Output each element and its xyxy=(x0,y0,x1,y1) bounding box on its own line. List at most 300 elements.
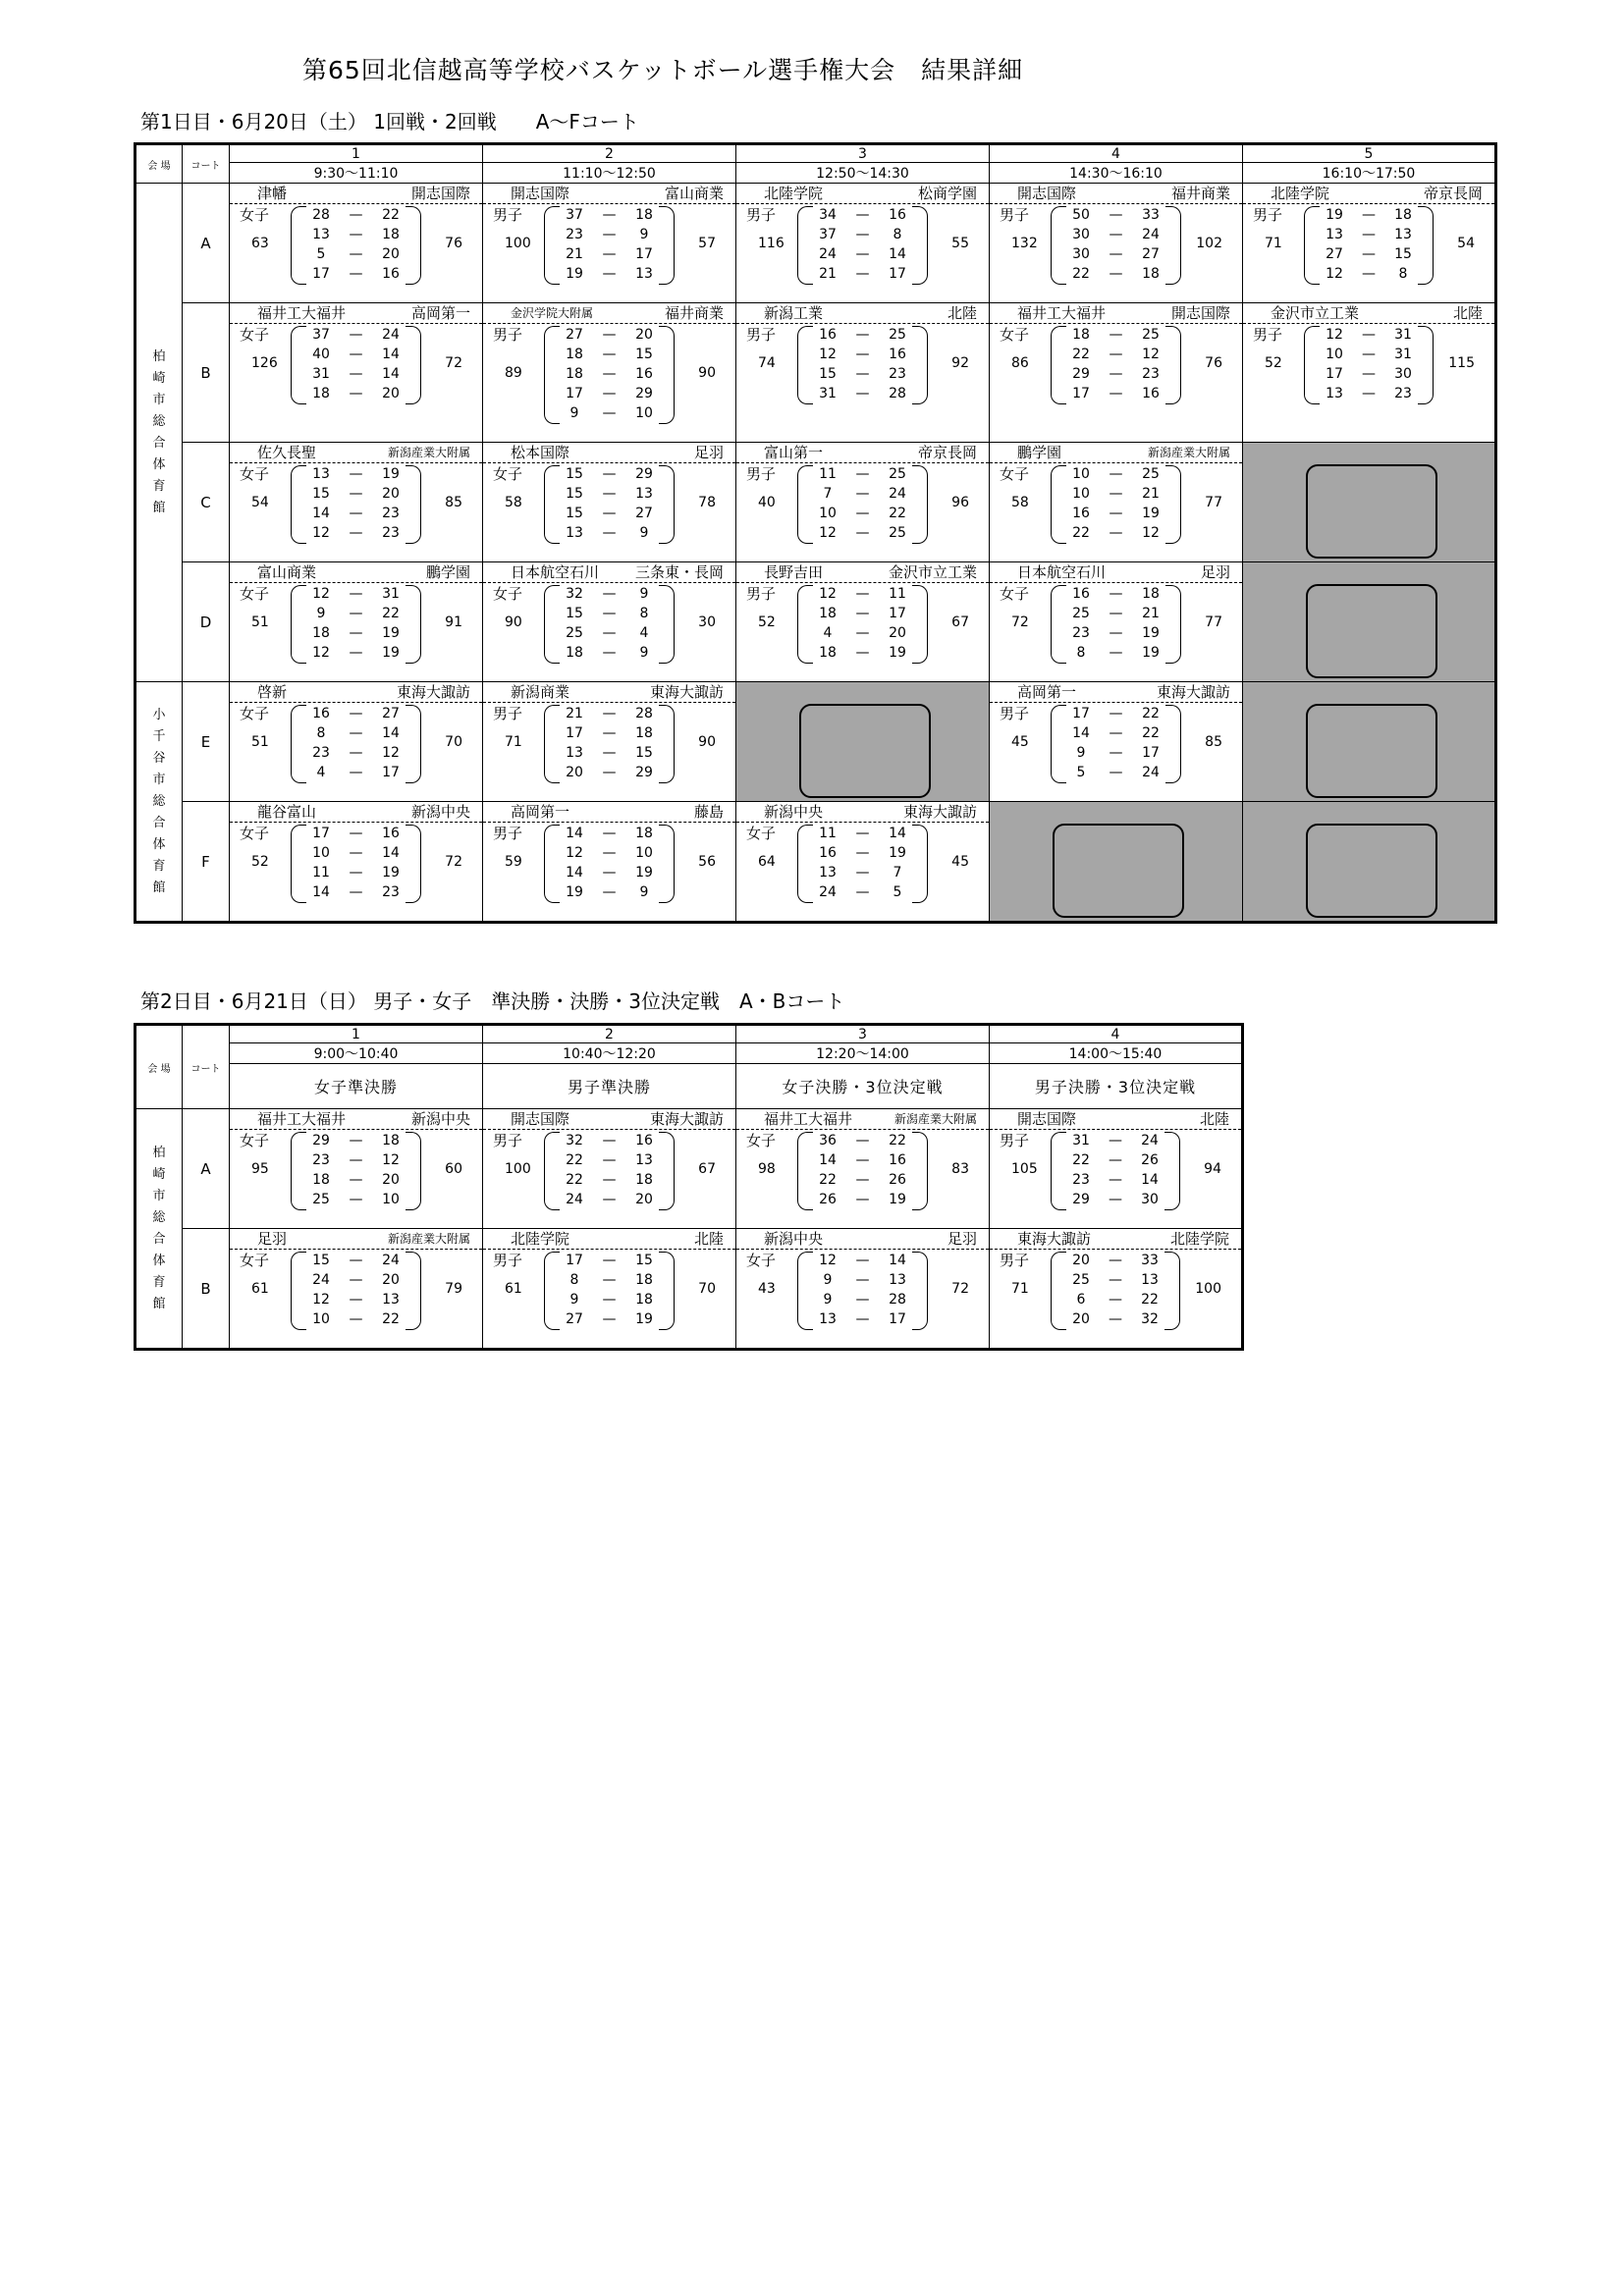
court-label: A xyxy=(183,184,230,303)
dash: — xyxy=(1109,227,1123,242)
venue-char: 谷 xyxy=(152,750,166,766)
dash: — xyxy=(1109,246,1123,262)
quarter-team-1: 17 xyxy=(312,266,330,282)
quarter-team-2: 18 xyxy=(635,725,653,741)
quarter-team-1: 25 xyxy=(312,1192,330,1207)
score-team-1: 98 xyxy=(758,1161,776,1177)
dash: — xyxy=(602,227,617,242)
right-bracket xyxy=(1165,326,1181,404)
quarter-team-1: 12 xyxy=(819,347,837,362)
quarter-score xyxy=(1320,205,1418,225)
left-bracket xyxy=(797,465,813,544)
venue-char: 市 xyxy=(152,772,166,787)
dash: — xyxy=(1109,327,1123,343)
game-cell xyxy=(736,802,990,923)
game-cell xyxy=(990,1109,1243,1229)
dash: — xyxy=(602,1152,617,1168)
quarter-team-2: 25 xyxy=(1142,466,1160,482)
quarter-team-2: 14 xyxy=(1141,1172,1159,1188)
game xyxy=(736,562,989,681)
score-team-2: 94 xyxy=(1204,1161,1221,1177)
right-bracket xyxy=(659,1252,675,1330)
dash: — xyxy=(602,826,617,841)
dash: — xyxy=(1109,1272,1122,1288)
right-bracket xyxy=(659,206,675,285)
empty-placeholder xyxy=(799,704,931,798)
slot-time: 9:30～11:10 xyxy=(230,163,483,184)
dash: — xyxy=(1109,1292,1122,1308)
right-bracket xyxy=(659,705,675,783)
right-bracket xyxy=(659,326,675,424)
venue-char: 育 xyxy=(152,858,166,874)
game-cell xyxy=(483,682,736,802)
game-teams xyxy=(736,562,989,583)
quarter-score xyxy=(813,205,912,225)
quarter-score xyxy=(813,623,912,643)
right-bracket xyxy=(659,585,675,664)
quarter-team-2: 22 xyxy=(382,1311,400,1327)
quarter-score xyxy=(306,464,406,484)
quarter-score xyxy=(306,205,406,225)
team-1: 東海大諏訪 xyxy=(1017,1230,1092,1248)
game-teams xyxy=(230,802,482,823)
gender-label: 女子 xyxy=(240,206,270,224)
game-cell xyxy=(736,303,990,443)
quarter-team-2: 28 xyxy=(889,386,906,401)
quarter-score xyxy=(813,225,912,244)
slot-time: 9:00～10:40 xyxy=(230,1043,483,1064)
dash: — xyxy=(349,525,363,541)
quarter-score xyxy=(1320,244,1418,264)
quarter-team-1: 7 xyxy=(823,486,833,502)
quarter-score xyxy=(813,882,912,902)
left-bracket xyxy=(544,1252,560,1330)
game-cell xyxy=(990,562,1243,682)
dash: — xyxy=(602,586,617,602)
quarter-score xyxy=(1066,1290,1164,1309)
right-bracket xyxy=(406,326,421,404)
gender-label: 男子 xyxy=(1000,206,1030,224)
right-bracket xyxy=(1165,206,1181,285)
quarter-score xyxy=(560,484,659,504)
quarter-team-1: 15 xyxy=(819,366,837,382)
quarter-team-2: 16 xyxy=(889,347,906,362)
game xyxy=(483,802,735,921)
quarter-team-2: 19 xyxy=(635,865,653,881)
left-bracket xyxy=(797,206,813,285)
quarter-score xyxy=(1066,604,1165,623)
dash: — xyxy=(855,1272,870,1288)
slot-time: 14:00～15:40 xyxy=(990,1043,1243,1064)
gender-label: 女子 xyxy=(1000,465,1030,483)
quarter-team-2: 14 xyxy=(889,826,906,841)
score-team-2: 56 xyxy=(698,854,716,870)
quarter-team-1: 24 xyxy=(566,1192,583,1207)
quarter-team-2: 12 xyxy=(1142,347,1160,362)
quarter-team-1: 40 xyxy=(312,347,330,362)
left-bracket xyxy=(544,465,560,544)
quarter-team-2: 13 xyxy=(635,266,653,282)
quarter-team-2: 18 xyxy=(382,227,400,242)
team-1: 松本国際 xyxy=(511,444,570,461)
dash: — xyxy=(1109,645,1123,661)
score-team-1: 71 xyxy=(505,734,522,750)
team-1: 長野吉田 xyxy=(764,563,824,581)
quarter-team-2: 19 xyxy=(889,845,906,861)
game-cell xyxy=(990,303,1243,443)
quarter-team-2: 17 xyxy=(382,765,400,780)
game-cell xyxy=(483,802,736,923)
quarter-team-1: 12 xyxy=(1326,327,1343,343)
left-bracket xyxy=(291,1132,306,1210)
game-cell xyxy=(736,1229,990,1350)
game-teams xyxy=(1243,184,1494,204)
dash: — xyxy=(602,625,617,641)
venue-char: 柏 xyxy=(152,348,166,364)
quarter-team-2: 29 xyxy=(635,466,653,482)
quarter-team-2: 11 xyxy=(889,586,906,602)
right-bracket xyxy=(1165,705,1181,783)
game xyxy=(1243,303,1494,442)
dash: — xyxy=(349,706,363,721)
right-bracket xyxy=(912,465,928,544)
quarter-score xyxy=(560,1309,659,1329)
quarter-team-1: 27 xyxy=(566,327,583,343)
right-bracket xyxy=(659,465,675,544)
quarter-team-1: 32 xyxy=(566,586,583,602)
empty-game-cell xyxy=(990,802,1243,923)
dash: — xyxy=(855,625,870,641)
quarter-team-2: 19 xyxy=(635,1311,653,1327)
dash: — xyxy=(349,246,363,262)
quarter-team-1: 50 xyxy=(1072,207,1090,223)
game-cell xyxy=(1243,184,1496,303)
team-2: 福井商業 xyxy=(1170,185,1230,202)
game xyxy=(736,443,989,561)
dash: — xyxy=(349,466,363,482)
game xyxy=(483,682,735,801)
team-1: 福井工大福井 xyxy=(1017,304,1107,322)
quarter-team-2: 24 xyxy=(1141,1133,1159,1148)
gender-label: 女子 xyxy=(493,465,523,483)
quarter-score xyxy=(560,1290,659,1309)
score-team-2: 70 xyxy=(445,734,462,750)
dash: — xyxy=(1362,227,1376,242)
dash: — xyxy=(349,1133,363,1148)
dash: — xyxy=(1109,1133,1122,1148)
dash: — xyxy=(855,1311,870,1327)
quarter-team-1: 11 xyxy=(819,466,837,482)
quarter-team-1: 18 xyxy=(1072,327,1090,343)
dash: — xyxy=(1362,386,1376,401)
quarter-team-2: 20 xyxy=(635,1192,653,1207)
venue-char: 育 xyxy=(152,1274,166,1290)
quarter-score xyxy=(813,1150,912,1170)
court-label: F xyxy=(183,802,230,923)
quarter-team-2: 19 xyxy=(1142,506,1160,521)
quarter-score xyxy=(813,464,912,484)
quarter-team-1: 30 xyxy=(1072,246,1090,262)
quarter-team-1: 22 xyxy=(566,1172,583,1188)
quarter-score xyxy=(306,384,406,403)
quarter-score xyxy=(813,325,912,345)
quarter-score xyxy=(813,244,912,264)
quarter-team-2: 19 xyxy=(889,1192,906,1207)
score-team-2: 78 xyxy=(698,495,716,510)
quarter-score xyxy=(560,244,659,264)
dash: — xyxy=(855,227,870,242)
game-cell xyxy=(230,562,483,682)
right-bracket xyxy=(912,1252,928,1330)
score-team-2: 76 xyxy=(445,236,462,251)
dash: — xyxy=(855,606,870,621)
game-teams xyxy=(483,1229,735,1250)
team-1: 高岡第一 xyxy=(511,803,570,821)
venue-char: 館 xyxy=(152,1296,166,1311)
quarter-score xyxy=(306,244,406,264)
quarter-team-2: 22 xyxy=(1142,725,1160,741)
game-teams xyxy=(990,443,1242,463)
venue-char: 崎 xyxy=(152,370,166,386)
gender-label: 女子 xyxy=(240,825,270,842)
team-2: 足羽 xyxy=(1200,563,1230,581)
team-2: 新潟産業大附属 xyxy=(893,1112,977,1126)
quarter-team-1: 15 xyxy=(566,606,583,621)
quarter-team-2: 22 xyxy=(1141,1292,1159,1308)
quarter-team-1: 15 xyxy=(312,486,330,502)
right-bracket xyxy=(659,1132,675,1210)
quarter-team-2: 19 xyxy=(382,625,400,641)
quarter-team-1: 28 xyxy=(312,207,330,223)
score-team-2: 45 xyxy=(951,854,969,870)
dash: — xyxy=(602,865,617,881)
quarter-score xyxy=(1320,225,1418,244)
quarter-team-1: 22 xyxy=(819,1172,837,1188)
game-teams xyxy=(736,303,989,324)
team-2: 新潟産業大附属 xyxy=(387,446,470,459)
team-2: 足羽 xyxy=(947,1230,977,1248)
team-1: 新潟工業 xyxy=(764,304,824,322)
dash: — xyxy=(602,466,617,482)
gender-label: 女子 xyxy=(1000,585,1030,603)
quarter-team-2: 25 xyxy=(889,327,906,343)
venue-char: 小 xyxy=(152,707,166,722)
quarter-team-1: 10 xyxy=(1072,466,1090,482)
gender-label: 男子 xyxy=(493,825,523,842)
quarter-team-2: 12 xyxy=(382,1152,400,1168)
quarter-score xyxy=(306,1309,406,1329)
quarter-team-2: 9 xyxy=(639,525,649,541)
quarter-score xyxy=(560,1251,659,1270)
gender-label: 男子 xyxy=(493,705,523,722)
dash: — xyxy=(602,266,617,282)
quarter-score xyxy=(560,523,659,543)
quarter-team-1: 12 xyxy=(312,1292,330,1308)
game xyxy=(483,303,735,442)
quarter-team-2: 24 xyxy=(889,486,906,502)
dash: — xyxy=(1362,266,1376,282)
left-bracket xyxy=(544,825,560,903)
venue-char: 館 xyxy=(152,880,166,895)
game xyxy=(990,1109,1241,1228)
quarter-score xyxy=(306,824,406,843)
quarter-team-2: 10 xyxy=(382,1192,400,1207)
quarter-team-2: 25 xyxy=(889,525,906,541)
team-1: 高岡第一 xyxy=(1017,683,1077,701)
quarter-score xyxy=(306,504,406,523)
team-1: 北陸学院 xyxy=(764,185,824,202)
quarter-team-1: 22 xyxy=(1072,266,1090,282)
slot-time: 16:10～17:50 xyxy=(1243,163,1496,184)
game xyxy=(230,1229,482,1348)
game xyxy=(230,1109,482,1228)
right-bracket xyxy=(406,705,421,783)
slot-number: 1 xyxy=(230,144,483,163)
quarter-score xyxy=(560,623,659,643)
gender-label: 女子 xyxy=(1000,326,1030,344)
dash: — xyxy=(1109,765,1123,780)
quarter-score xyxy=(1066,1190,1164,1209)
quarter-score xyxy=(813,1309,912,1329)
quarter-team-1: 16 xyxy=(312,706,330,721)
dash: — xyxy=(1109,366,1123,382)
game-cell xyxy=(1243,303,1496,443)
left-bracket xyxy=(1051,465,1066,544)
slot-number: 1 xyxy=(230,1025,483,1043)
left-bracket xyxy=(797,825,813,903)
quarter-team-2: 33 xyxy=(1141,1253,1159,1268)
quarter-score xyxy=(1066,225,1165,244)
dash: — xyxy=(1109,207,1123,223)
game xyxy=(990,1229,1241,1348)
game-cell xyxy=(736,562,990,682)
quarter-team-2: 19 xyxy=(889,645,906,661)
dash: — xyxy=(349,366,363,382)
quarter-team-2: 19 xyxy=(1142,645,1160,661)
quarter-score xyxy=(306,704,406,723)
quarter-score xyxy=(306,743,406,763)
venue-char: 合 xyxy=(152,1231,166,1247)
score-team-2: 67 xyxy=(951,614,969,630)
dash: — xyxy=(602,246,617,262)
venue-char: 総 xyxy=(152,1209,166,1225)
quarter-score xyxy=(306,584,406,604)
quarter-team-2: 18 xyxy=(1142,266,1160,282)
quarter-team-2: 31 xyxy=(1394,347,1412,362)
dash: — xyxy=(349,625,363,641)
score-team-1: 132 xyxy=(1011,236,1038,251)
score-team-2: 92 xyxy=(951,355,969,371)
quarter-team-1: 17 xyxy=(566,1253,583,1268)
left-bracket xyxy=(797,1132,813,1210)
score-team-2: 90 xyxy=(698,365,716,381)
quarter-team-1: 13 xyxy=(819,1311,837,1327)
game-teams xyxy=(736,184,989,204)
dash: — xyxy=(602,765,617,780)
gender-label: 男子 xyxy=(1253,326,1283,344)
quarter-team-2: 20 xyxy=(382,486,400,502)
quarter-score xyxy=(306,1190,406,1209)
quarter-score xyxy=(1320,345,1418,364)
quarter-team-2: 4 xyxy=(639,625,649,641)
quarter-score xyxy=(1066,484,1165,504)
quarter-score xyxy=(306,882,406,902)
dash: — xyxy=(349,266,363,282)
game-cell xyxy=(230,802,483,923)
quarter-score xyxy=(560,824,659,843)
score-team-1: 72 xyxy=(1011,614,1029,630)
quarter-team-2: 15 xyxy=(635,347,653,362)
quarter-team-1: 23 xyxy=(1072,1172,1090,1188)
score-team-1: 63 xyxy=(251,236,269,251)
slot-number: 4 xyxy=(990,1025,1243,1043)
quarter-team-2: 22 xyxy=(382,606,400,621)
dash: — xyxy=(1109,1172,1122,1188)
dash: — xyxy=(855,586,870,602)
left-bracket xyxy=(1051,206,1066,285)
game xyxy=(230,562,482,681)
header-venue: 会 場 xyxy=(135,1025,183,1109)
quarter-team-1: 17 xyxy=(1072,386,1090,401)
quarter-score xyxy=(1320,364,1418,384)
team-2: 新潟産業大附属 xyxy=(1147,446,1230,459)
venue-char: 市 xyxy=(152,1188,166,1203)
quarter-score xyxy=(1066,205,1165,225)
team-2: 東海大諏訪 xyxy=(396,683,470,701)
quarter-team-2: 18 xyxy=(635,1272,653,1288)
quarter-score xyxy=(1320,264,1418,284)
score-team-2: 57 xyxy=(698,236,716,251)
quarter-team-1: 12 xyxy=(819,525,837,541)
dash: — xyxy=(349,1253,363,1268)
team-1: 金沢市立工業 xyxy=(1271,304,1360,322)
court-label: E xyxy=(183,682,230,802)
dash: — xyxy=(602,1172,617,1188)
team-2: 三条東・長岡 xyxy=(634,563,724,581)
dash: — xyxy=(602,745,617,761)
quarter-team-1: 13 xyxy=(1326,386,1343,401)
quarter-team-2: 30 xyxy=(1394,366,1412,382)
dash: — xyxy=(1109,486,1123,502)
quarter-score xyxy=(1066,1309,1164,1329)
empty-game-cell xyxy=(1243,443,1496,562)
team-1: 新潟中央 xyxy=(764,1230,824,1248)
quarter-score xyxy=(1066,1270,1164,1290)
score-team-2: 102 xyxy=(1196,236,1222,251)
quarter-score xyxy=(560,364,659,384)
quarter-score xyxy=(306,763,406,782)
quarter-score xyxy=(813,604,912,623)
score-team-1: 52 xyxy=(251,854,269,870)
quarter-team-1: 17 xyxy=(566,725,583,741)
score-team-1: 61 xyxy=(505,1281,522,1297)
dash: — xyxy=(349,1311,363,1327)
quarter-team-2: 25 xyxy=(889,466,906,482)
quarter-score xyxy=(1066,1150,1164,1170)
game-teams xyxy=(230,682,482,703)
quarter-team-1: 15 xyxy=(566,486,583,502)
quarter-team-2: 31 xyxy=(1394,327,1412,343)
venue-char: 育 xyxy=(152,478,166,494)
slot-game-name: 女子準決勝 xyxy=(230,1064,483,1109)
dash: — xyxy=(602,1133,617,1148)
quarter-score xyxy=(306,863,406,882)
right-bracket xyxy=(912,326,928,404)
venue-name xyxy=(135,1109,183,1350)
score-team-2: 70 xyxy=(698,1281,716,1297)
quarter-score xyxy=(813,1170,912,1190)
quarter-score xyxy=(306,623,406,643)
